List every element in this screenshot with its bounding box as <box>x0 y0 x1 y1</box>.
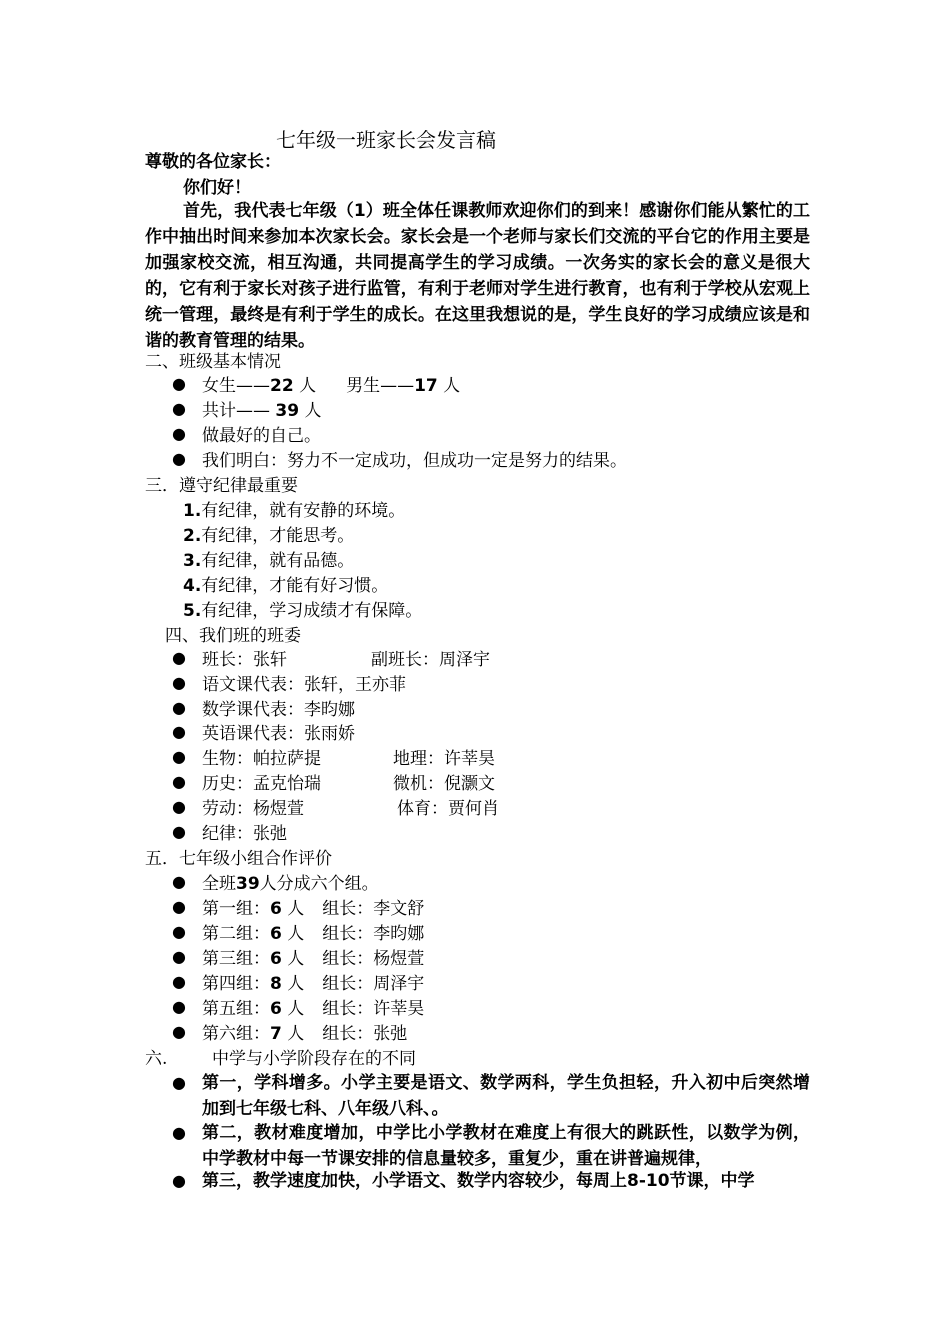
bullet-icon: ● <box>172 673 186 692</box>
group-leader: 组长：许莘昊 <box>322 999 425 1019</box>
bullet-icon: ● <box>172 648 186 667</box>
boys-label: 男生—— <box>346 376 415 396</box>
item-number: 1. <box>183 501 202 521</box>
intro-paragraph: 首先，我代表七年级（1）班全体任课教师欢迎你们的到来！感谢你们能从繁忙的工作中抽出时间来参加本次家长会。家长会是一个老师与家长们交流的平台它的作用主要是加强家校交流，相互沟通，共同提高学生的学习成绩。一次务实的家长会的意义是很大的，它有利于家长对孩子进行监管，有利于老师对学生进行教育，也有利于学校从宏观上统一管理，最终是有利于学生的成长。在这里我想说的是，学生良好的学习成绩应该是和谐的教育管理的结果。 <box>145 201 810 351</box>
item-number: 4. <box>183 576 202 596</box>
group-item <box>202 1022 407 1046</box>
bullet-icon: ● <box>172 424 186 443</box>
section2-item: 做最好的自己。 <box>202 426 321 446</box>
bullet-icon: ● <box>172 997 186 1016</box>
bullet-icon: ● <box>172 698 186 717</box>
committee-item <box>202 722 355 746</box>
group-name: 第二组： <box>202 924 270 944</box>
committee-item <box>202 747 495 771</box>
committee-role: 微机：倪灏文 <box>393 774 495 794</box>
greeting: 尊敬的各位家长： <box>145 152 281 172</box>
girls-count: 22 <box>270 376 294 396</box>
group-size: 8 <box>270 974 282 994</box>
bullet-icon: ● <box>172 772 186 791</box>
committee-role: 劳动：杨煜萱 <box>202 799 304 819</box>
group-size: 6 <box>270 949 282 969</box>
section2-heading: 二、班级基本情况 <box>145 352 281 372</box>
hello-line: 你们好！ <box>183 178 251 198</box>
group-size: 6 <box>270 999 282 1019</box>
group-size: 6 <box>270 924 282 944</box>
bullet-icon: ● <box>172 747 186 766</box>
bullet-icon: ● <box>172 872 186 891</box>
committee-item <box>202 673 406 697</box>
document-title: 七年级一班家长会发言稿 <box>276 128 496 152</box>
committee-role: 英语课代表：张雨娇 <box>202 724 355 744</box>
group-size: 7 <box>270 1024 282 1044</box>
item-number: 5. <box>183 601 202 621</box>
bullet-icon: ● <box>172 374 186 393</box>
bullet-icon: ● <box>172 822 186 841</box>
group-unit: 人 <box>287 949 305 969</box>
item-text: 有纪律，学习成绩才有保障。 <box>201 601 423 621</box>
boys-count: 17 <box>414 376 438 396</box>
bullet-icon: ● <box>172 1022 186 1041</box>
committee-role: 班长：张轩 <box>202 650 287 670</box>
group-name: 第五组： <box>202 999 270 1019</box>
group-size: 6 <box>270 899 282 919</box>
item-text: 有纪律，才能思考。 <box>201 526 355 546</box>
item-number: 3. <box>183 551 202 571</box>
group-summary <box>202 872 379 896</box>
bullet-icon: ● <box>172 922 186 941</box>
bullet-icon: ● <box>172 947 186 966</box>
section4-heading: 四、我们班的班委 <box>165 626 301 646</box>
discipline-item <box>183 524 354 548</box>
group-leader: 组长：张弛 <box>322 1024 408 1044</box>
summary-text: 全班 <box>202 874 236 894</box>
girls-label: 女生—— <box>202 376 270 396</box>
section2-item: 我们明白：努力不一定成功，但成功一定是努力的结果。 <box>202 451 627 471</box>
group-unit: 人 <box>287 924 305 944</box>
difference-item: 第一，学科增多。小学主要是语文、数学两科，学生负担轻，升入初中后突然增加到七年级七科、八年级八科、。 <box>202 1073 810 1119</box>
difference-item <box>202 1169 755 1193</box>
group-unit: 人 <box>287 974 305 994</box>
group-item <box>202 972 424 996</box>
item-text: 有纪律，就有品德。 <box>201 551 355 571</box>
committee-role: 体育：贾何肖 <box>397 799 499 819</box>
group-leader: 组长：杨煜萱 <box>322 949 425 969</box>
committee-role: 生物：帕拉萨提 <box>202 749 321 769</box>
section6-heading: 中学与小学阶段存在的不同 <box>212 1049 416 1069</box>
item-text: 第三，教学速度加快，小学语文、数学内容较少，每周上 <box>202 1171 627 1191</box>
group-unit: 人 <box>287 999 305 1019</box>
committee-item <box>202 797 499 821</box>
group-item <box>202 997 424 1021</box>
committee-role: 语文课代表：张轩，王亦菲 <box>202 675 406 695</box>
discipline-item <box>183 549 354 573</box>
group-name: 第三组： <box>202 949 270 969</box>
group-unit: 人 <box>287 1024 305 1044</box>
group-name: 第六组： <box>202 1024 270 1044</box>
group-item <box>202 922 424 946</box>
bullet-icon: ● <box>172 1123 186 1142</box>
total-count-line <box>202 399 321 423</box>
boys-unit: 人 <box>437 376 461 396</box>
total-count: 39 <box>275 401 300 421</box>
bullet-icon: ● <box>172 399 186 418</box>
group-name: 第一组： <box>202 899 270 919</box>
item-number: 2. <box>183 526 202 546</box>
bullet-icon: ● <box>172 897 186 916</box>
committee-role: 历史：孟克怡瑞 <box>202 774 321 794</box>
group-leader: 组长：周泽宇 <box>322 974 425 994</box>
group-item <box>202 947 424 971</box>
gender-count-line <box>202 374 460 398</box>
item-text: 有纪律，才能有好习惯。 <box>201 576 389 596</box>
bullet-icon: ● <box>172 797 186 816</box>
total-label: 共计—— <box>202 401 276 421</box>
group-name: 第四组： <box>202 974 270 994</box>
committee-item <box>202 698 355 722</box>
summary-count: 39 <box>236 874 260 894</box>
group-leader: 组长：李昀娜 <box>322 924 425 944</box>
group-unit: 人 <box>287 899 305 919</box>
bullet-icon: ● <box>172 449 186 468</box>
girls-unit: 人 <box>293 376 317 396</box>
group-leader: 组长：李文舒 <box>322 899 425 919</box>
difference-item: 第二，教材难度增加，中学比小学教材在难度上有很大的跳跃性，以数学为例，中学教材中每一节课安排的信息量较多，重复少，重在讲普遍规律， <box>202 1123 810 1169</box>
section3-heading: 三．遵守纪律最重要 <box>145 476 298 496</box>
total-unit: 人 <box>299 401 322 421</box>
group-item <box>202 897 424 921</box>
bullet-icon: ● <box>172 722 186 741</box>
item-text: 节课，中学 <box>669 1171 755 1191</box>
committee-role: 地理：许莘昊 <box>393 749 495 769</box>
bullet-icon: ● <box>172 1171 186 1190</box>
committee-role: 数学课代表：李昀娜 <box>202 700 355 720</box>
committee-item <box>202 772 495 796</box>
section6-number: 六. <box>145 1049 168 1069</box>
committee-item <box>202 822 287 846</box>
discipline-item <box>183 574 388 598</box>
lesson-count: 8-10 <box>627 1171 670 1191</box>
committee-item <box>202 648 490 672</box>
summary-text: 人分成六个组。 <box>259 874 379 894</box>
discipline-item <box>183 499 405 523</box>
discipline-item <box>183 599 422 623</box>
committee-role: 纪律：张弛 <box>202 824 287 844</box>
committee-role: 副班长：周泽宇 <box>371 650 490 670</box>
bullet-icon: ● <box>172 972 186 991</box>
section5-heading: 五．七年级小组合作评价 <box>145 849 332 869</box>
item-text: 有纪律，就有安静的环境。 <box>201 501 406 521</box>
bullet-icon: ● <box>172 1073 186 1092</box>
